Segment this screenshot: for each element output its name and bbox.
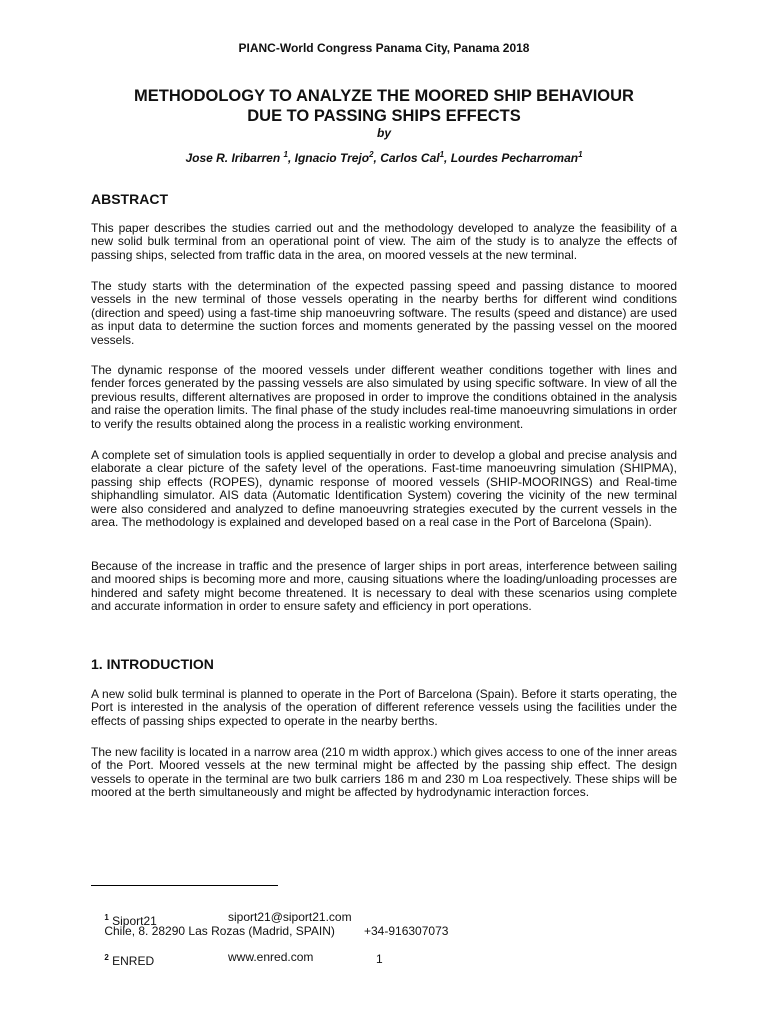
introduction-paragraph: The new facility is located in a narrow area (210 m width approx.) which gives access to one of the inner areas of the Port. Moored vessels at the new terminal might be affected by the passing ship effect. The design vessels to operate in the terminal are two bulk carriers 186 m and 230 m Loa respectively. These ships will be moored at the berth simultaneously and might be affected by hydrodynamic interaction forces. <box>91 745 677 800</box>
footnote-org: Siport21 <box>112 914 157 928</box>
author-separator: , <box>373 151 381 165</box>
title-line-2: DUE TO PASSING SHIPS EFFECTS <box>247 107 521 125</box>
footnote-divider <box>91 885 278 886</box>
abstract-heading: ABSTRACT <box>91 191 168 207</box>
author-affiliation-marker: 1 <box>283 150 288 159</box>
footnote-marker: 1 <box>104 913 109 922</box>
author-list <box>0 150 768 165</box>
author-name: Lourdes Pecharroman <box>450 151 579 165</box>
abstract-paragraph: A complete set of simulation tools is applied sequentially in order to develop a global and precise analysis and elaborate a clear picture of the safety level of the operations. Fast-time manoeuvring simulation (SHIPMA), passing ship effects (ROPES), dynamic response of moored vessels (SHIP-MOORINGS) and Real-time shiphandling simulator. AIS data (Automatic Identification System) covering the vicinity of the new terminal were also considered and analyzed to define manoeuvring strategies executed by the current vessels in the area. The methodology is explained and developed based on a real case in the Port of Barcelona (Spain). <box>91 448 677 530</box>
by-label: by <box>376 126 391 140</box>
footnote-website: www.enred.com <box>228 950 314 964</box>
author-affiliation-marker: 1 <box>439 150 445 159</box>
conference-header: PIANC-World Congress Panama City, Panama 2018 <box>238 41 530 55</box>
footnote-org: ENRED <box>112 954 155 968</box>
introduction-paragraph: A new solid bulk terminal is planned to operate in the Port of Barcelona (Spain). Before it starts operating, the Port is interested in the analysis of the operation of different reference vessels using the facilities under the effects of passing ships expected to operate in the nearby berths. <box>91 687 677 728</box>
abstract-paragraph: The dynamic response of the moored vessels under different weather conditions together with lines and fender forces generated by the passing vessels are also simulated by using specific software. In view of all the previous results, different alternatives are proposed in order to improve the conditions obtained in the analysis and raise the operation limits. The final phase of the study includes real-time manoeuvring simulations in order to verify the results obtained along the process in a realistic working environment. <box>91 363 677 431</box>
page-number: 1 <box>376 952 383 966</box>
author-name: Carlos Cal <box>380 151 440 165</box>
title-line-1: METHODOLOGY TO ANALYZE THE MOORED SHIP BEHAVIOUR <box>134 87 634 105</box>
author-separator: , <box>287 151 295 165</box>
footnote-phone: +34-916307073 <box>364 924 449 938</box>
author-name: Ignacio Trejo <box>294 151 370 165</box>
footnote-marker: 2 <box>104 953 109 962</box>
introduction-heading: 1. INTRODUCTION <box>91 656 214 672</box>
footnote-2 <box>91 935 681 984</box>
paper-title <box>60 86 708 126</box>
abstract-paragraph: The study starts with the determination of the expected passing speed and passing distance to moored vessels in the new terminal of those vessels operating in the nearby berths for different wind conditions (direction and speed) using a fast-time ship manoeuvring software. The results (speed and distance) are used as input data to determine the suction forces and moments generated by the passing vessel on the moored vessels. <box>91 279 677 347</box>
abstract-paragraph: Because of the increase in traffic and the presence of larger ships in port areas, interference between sailing and moored ships is becoming more and more, causing situations where the loading/unloading processes are hindered and safety might become threatened. It is necessary to deal with these scenarios using complete and accurate information in order to ensure safety and efficiency in port operations. <box>91 559 677 614</box>
footnote-email: siport21@siport21.com <box>228 910 352 924</box>
author-separator: , <box>444 151 451 165</box>
author-name: Jose R. Iribarren <box>185 151 284 165</box>
author-affiliation-marker: 1 <box>578 150 583 159</box>
footnote-address: Chile, 8. 28290 Las Rozas (Madrid, SPAIN) <box>104 924 335 938</box>
abstract-paragraph: This paper describes the studies carried out and the methodology developed to analyze the feasibility of a new solid bulk terminal from an operational point of view. The aim of the study is to analyze the effects of passing ships, selected from traffic data in the area, on moored vessels at the new terminal. <box>91 221 677 262</box>
author-affiliation-marker: 2 <box>369 150 374 159</box>
